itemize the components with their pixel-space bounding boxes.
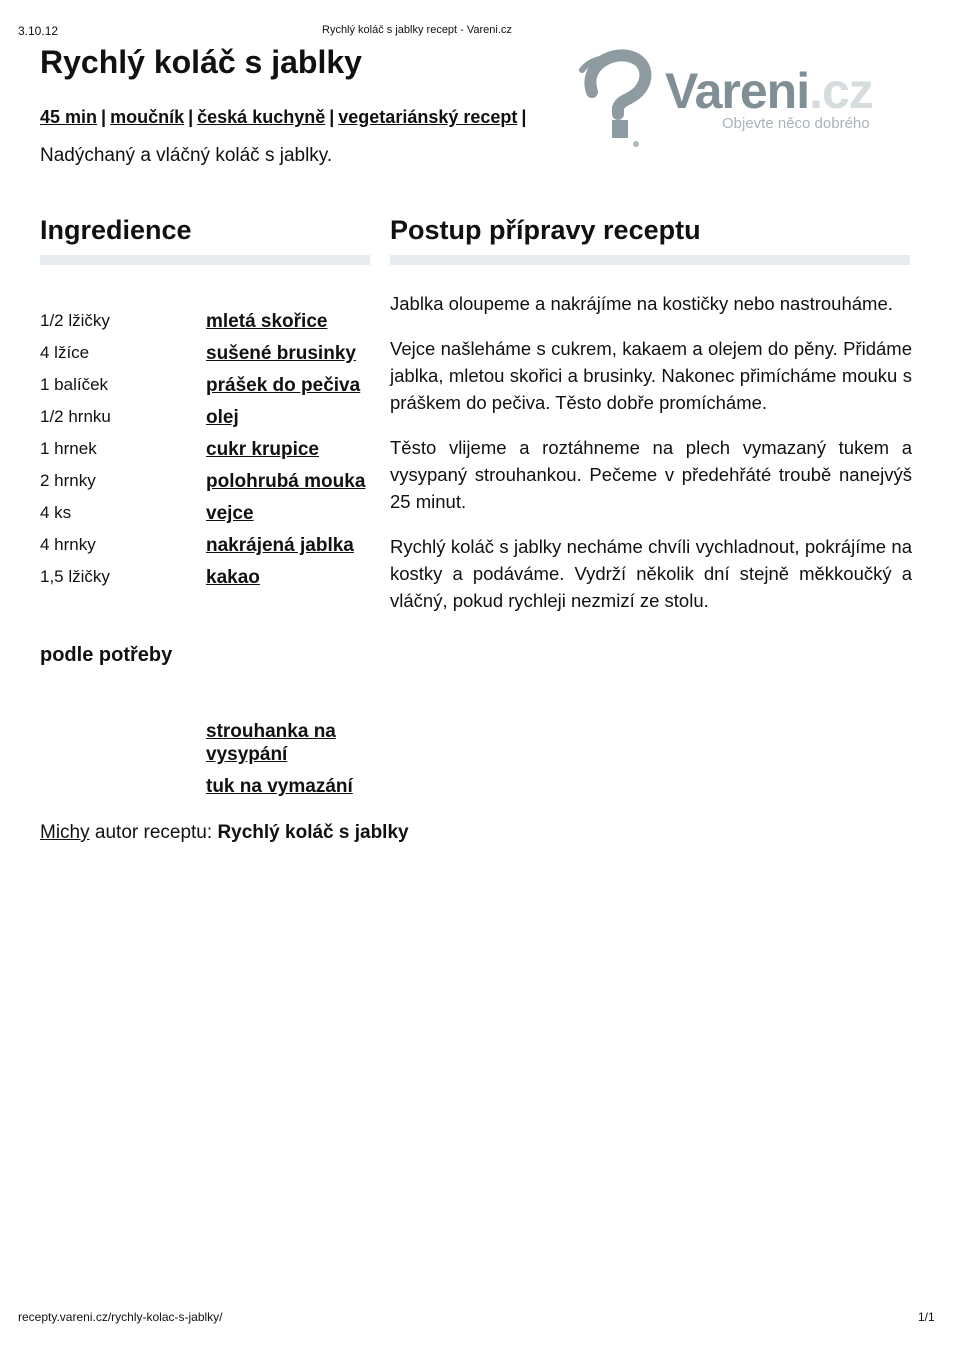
ingredient-quantity: 4 lžíce: [40, 343, 90, 362]
author-recipe-title: Rychlý koláč s jablky: [217, 822, 409, 843]
tag-cuisine-link[interactable]: česká kuchyně: [197, 107, 326, 127]
step-paragraph: Jablka oloupeme a nakrájíme na kostičky nebo nastrouháme.: [390, 293, 893, 314]
logo-slogan: Objevte něco dobrého: [722, 115, 870, 132]
ingredient-link[interactable]: nakrájená jablka: [206, 535, 354, 556]
ingredient-link[interactable]: prášek do pečiva: [206, 375, 361, 396]
print-page-number: 1/1: [918, 1310, 935, 1324]
recipe-tags: [40, 107, 530, 128]
ingredients-heading: Ingredience: [40, 215, 192, 245]
tag-separator: |: [101, 107, 107, 127]
author-label: autor receptu:: [94, 822, 213, 843]
as-needed-label: podle potřeby: [40, 644, 173, 666]
steps-divider: [390, 255, 910, 265]
ingredient-row: [40, 439, 380, 463]
tag-separator: |: [188, 107, 194, 127]
ingredient-row: [40, 343, 380, 367]
ingredient-quantity: 4 hrnky: [40, 535, 96, 554]
step-paragraph: Vejce našleháme s cukrem, kakaem a olejem do pěny. Přidáme jablka, mletou skořici a brusinky. Nakonec přimícháme mouku s práškem do pečiva. Těsto dobře promícháme.: [390, 338, 912, 413]
ingredient-link[interactable]: vejce: [206, 503, 254, 524]
tag-separator: |: [521, 107, 527, 127]
ingredient-quantity: 1/2 lžičky: [40, 311, 110, 330]
ingredient-link[interactable]: polohrubá mouka: [206, 471, 366, 492]
ingredient-row: [40, 503, 380, 527]
author-line: [40, 822, 409, 844]
ingredient-quantity: 2 hrnky: [40, 471, 96, 490]
ingredient-quantity: 4 ks: [40, 503, 72, 522]
steps-heading: Postup přípravy receptu: [390, 215, 701, 245]
as-needed-ingredient-link[interactable]: tuk na vymazání: [206, 776, 353, 797]
ingredient-row: [40, 535, 380, 559]
recipe-subtitle: Nadýchaný a vláčný koláč s jablky.: [40, 145, 333, 166]
ingredient-quantity: 1,5 lžičky: [40, 567, 110, 586]
ingredient-row: [40, 471, 380, 495]
ingredient-row: [40, 375, 380, 399]
steps-content: [390, 290, 912, 632]
ingredient-quantity: 1 balíček: [40, 375, 109, 394]
logo-wordmark-tld: .cz: [809, 63, 873, 119]
ingredients-divider: [40, 255, 370, 265]
step-paragraph: Těsto vlijeme a roztáhneme na plech vymazaný tukem a vysypaný strouhankou. Pečeme v předehřáté troubě nanejvýš 25 minut.: [390, 437, 912, 512]
ingredient-row: [40, 407, 380, 431]
recipe-title: Rychlý koláč s jablky: [40, 44, 362, 80]
ingredient-quantity: 1/2 hrnku: [40, 407, 111, 426]
print-footer-url: recepty.vareni.cz/rychly-kolac-s-jablky/: [18, 1310, 223, 1324]
ingredient-link[interactable]: sušené brusinky: [206, 343, 356, 364]
print-date: 3.10.12: [18, 24, 59, 38]
tag-category-link[interactable]: moučník: [110, 107, 185, 127]
tag-diet-link[interactable]: vegetariánský recept: [338, 107, 518, 127]
author-name-link[interactable]: Michy: [40, 822, 90, 843]
ingredient-link[interactable]: kakao: [206, 567, 260, 588]
step-paragraph: Rychlý koláč s jablky necháme chvíli vychladnout, pokrájíme na kostky a podáváme. Vydrží několik dní stejně měkkoučký a vláčný, pokud rychleji nezmizí ze stolu.: [390, 536, 912, 611]
ingredient-link[interactable]: mletá skořice: [206, 311, 328, 332]
tag-separator: |: [329, 107, 335, 127]
ingredient-quantity: 1 hrnek: [40, 439, 97, 458]
ingredient-link[interactable]: cukr krupice: [206, 439, 319, 460]
ingredient-row: [40, 311, 380, 335]
logo-wordmark-main: Vareni: [665, 63, 810, 119]
as-needed-ingredient-link[interactable]: strouhanka na vysypání: [206, 721, 336, 765]
ingredient-row: [40, 567, 380, 591]
logo-wordmark: [665, 62, 873, 120]
print-page-title: Rychlý koláč s jablky recept - Vareni.cz: [322, 24, 512, 36]
tag-time-link[interactable]: 45 min: [40, 107, 98, 127]
ingredient-link[interactable]: olej: [206, 407, 239, 428]
